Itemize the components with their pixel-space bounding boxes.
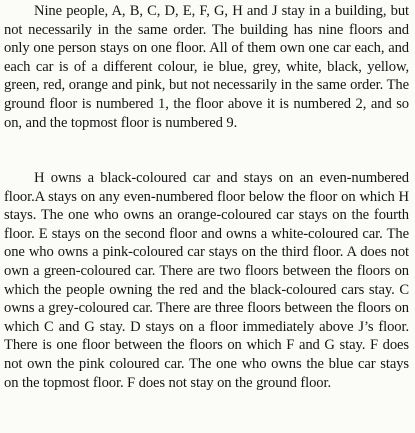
paragraph-conditions: H owns a black-coloured car and stays on an even-numbered floor.A stays on any even-numbered floor below the floor on which H stays. The one who owns an orange-coloured car stays on the fourth floor. E stays on the second floor and owns a white-coloured car. The one who owns a pink-coloured car stays on the third floor. A does not own a green-coloured car. There are two floors between the floors on which the people owning the red and the black-coloured cars stay. C owns a grey-coloured car. There are three floors between the floors on which C and G stay. D stays on a floor immediately above J’s floor. There is one floor between the floors on which F and G stay. F does not own the pink coloured car. The one who owns the blue car stays on the topmost floor. F does not stay on the ground floor. [4,170,409,391]
paragraph-setup: Nine people, A, B, C, D, E, F, G, H and J stay in a building, but not necessarily in the same order. The building has nine floors and only one person stays on one floor. All of them own one car each, and each car is of a different colour, ie blue, grey, white, black, yellow, green, red, orange and pink, but not necessarily in the same order. The ground floor is numbered 1, the floor above it is numbered 2, and so on, and the topmost floor is numbered 9. [4,3,409,131]
